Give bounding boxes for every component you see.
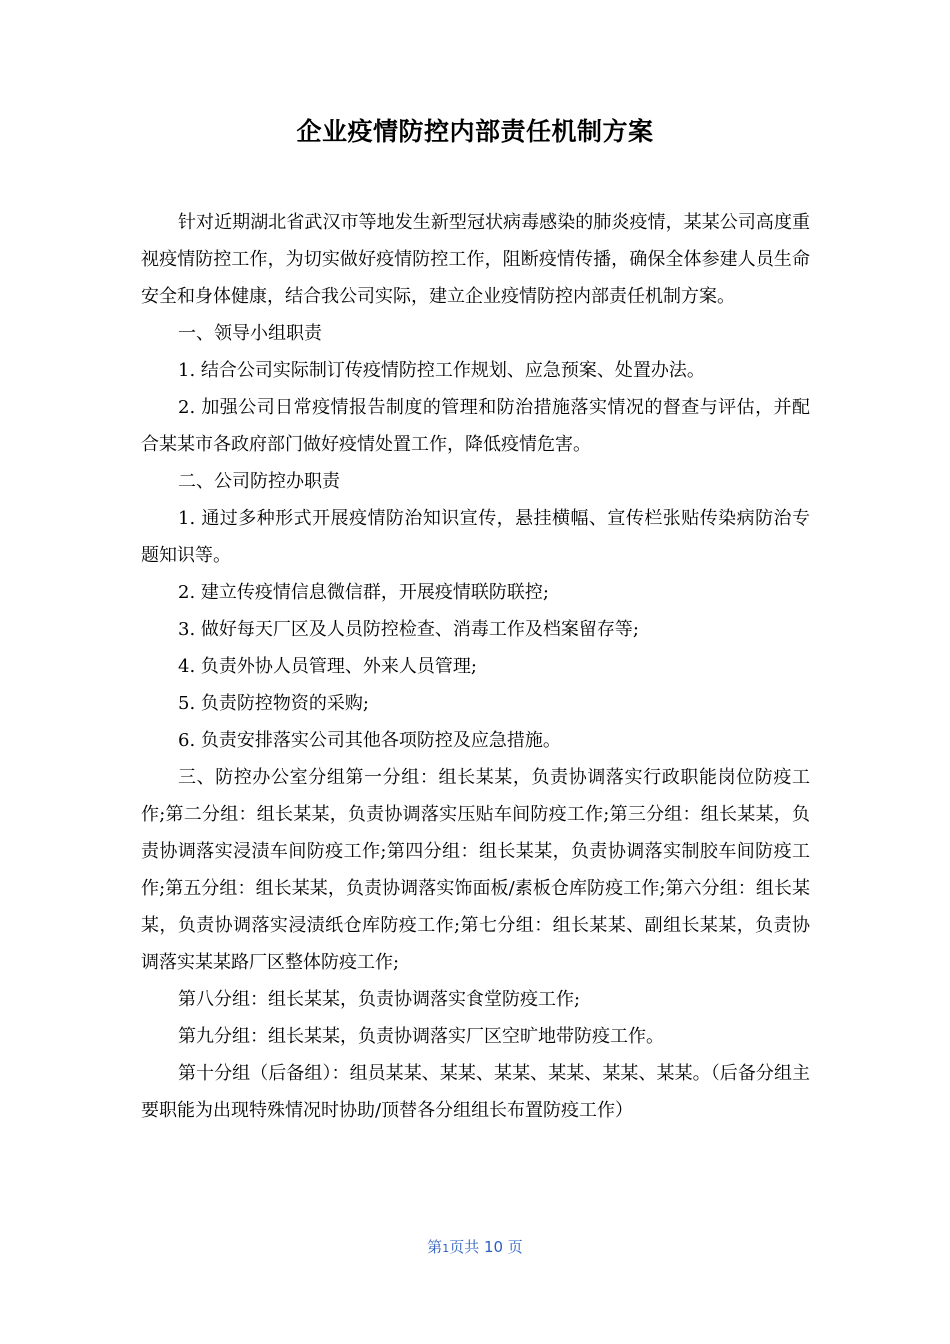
page-footer	[0, 1236, 950, 1257]
section-heading-leadership: 一、领导小组职责	[178, 323, 322, 344]
footer-page-number: 1	[442, 1242, 450, 1255]
list-item: 4. 负责外协人员管理、外来人员管理;	[178, 656, 477, 677]
list-item: 2. 加强公司日常疫情报告制度的管理和防治措施落实情况的督查与评估，并配合某某市各政府部门做好疫情处置工作，降低疫情危害。	[141, 397, 810, 455]
group-paragraph: 第八分组：组长某某，负责协调落实食堂防疫工作;	[178, 989, 581, 1010]
list-item: 1. 结合公司实际制订传疫情防控工作规划、应急预案、处置办法。	[178, 360, 705, 381]
group-paragraph: 第十分组（后备组）：组员某某、某某、某某、某某、某某、某某。（后备分组主要职能为出现特殊情况时协助/顶替各分组组长布置防疫工作）	[141, 1063, 810, 1121]
footer-prefix: 第	[427, 1238, 443, 1256]
list-item: 6. 负责安排落实公司其他各项防控及应急措施。	[178, 730, 561, 751]
list-item: 3. 做好每天厂区及人员防控检查、消毒工作及档案留存等;	[178, 619, 639, 640]
footer-suffix: 页共 10 页	[449, 1238, 523, 1256]
list-item: 1. 通过多种形式开展疫情防治知识宣传，悬挂横幅、宣传栏张贴传染病防治专题知识等。	[141, 508, 810, 566]
intro-paragraph: 针对近期湖北省武汉市等地发生新型冠状病毒感染的肺炎疫情，某某公司高度重视疫情防控工作，为切实做好疫情防控工作，阻断疫情传播，确保全体参建人员生命安全和身体健康，结合我公司实际，建立企业疫情防控内部责任机制方案。	[141, 212, 810, 307]
section-heading-office: 二、公司防控办职责	[178, 471, 340, 492]
document-body	[141, 204, 810, 1129]
list-item: 5. 负责防控物资的采购;	[178, 693, 369, 714]
section-groups-paragraph: 三、防控办公室分组第一分组：组长某某，负责协调落实行政职能岗位防疫工作;第二分组：组长某某，负责协调落实压贴车间防疫工作;第三分组：组长某某，负责协调落实浸渍车间防疫工作;第四分组：组长某某，负责协调落实制胶车间防疫工作;第五分组：组长某某，负责协调落实饰面板/素板仓库防疫工作;第六分组：组长某某，负责协调落实浸渍纸仓库防疫工作;第七分组：组长某某、副组长某某，负责协调落实某某路厂区整体防疫工作;	[141, 767, 810, 973]
list-item: 2. 建立传疫情信息微信群，开展疫情联防联控;	[178, 582, 549, 603]
document-title: 企业疫情防控内部责任机制方案	[296, 117, 654, 146]
group-paragraph: 第九分组：组长某某，负责协调落实厂区空旷地带防疫工作。	[178, 1026, 664, 1047]
